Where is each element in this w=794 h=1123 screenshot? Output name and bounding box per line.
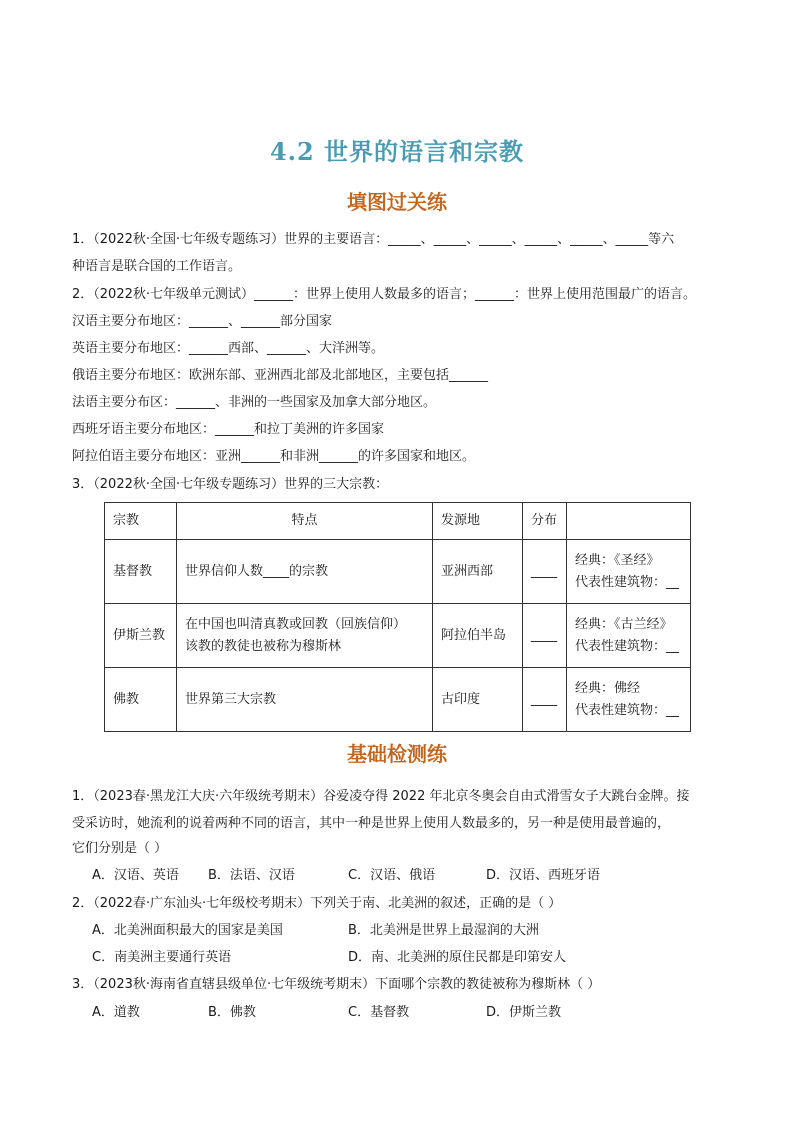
religion-distribution: ____ [523,604,567,668]
q3-line1: 3．（2022秋·全国·七年级专题练习）世界的三大宗教： [72,477,389,492]
table-row [105,540,691,604]
q2-line1: 2．（2022秋·七年级单元测试）______：世界上使用人数最多的语言；______：世界上使用范围最广的语言。 [72,287,696,302]
header-extra [567,503,691,540]
q2-french-line: 法语主要分布区：______、非洲的一些国家及加拿大部分地区。 [72,395,437,410]
q2-arabic-line: 阿拉伯语主要分布地区：亚洲______和非洲______的许多国家和地区。 [72,449,476,464]
b1-option-d[interactable]: D．汉语、西班牙语 [486,868,601,883]
religion-origin: 阿拉伯半岛 [433,604,523,668]
b1-line3: 它们分别是（ ） [72,841,168,856]
b3-option-d[interactable]: D．伊斯兰教 [486,1005,562,1020]
classic-text: 经典：《圣经》 [575,552,660,568]
b2-option-c[interactable]: C．南美洲主要通行英语 [92,950,232,965]
religion-distribution: ____ [523,540,567,604]
religion-origin: 亚洲西部 [433,540,523,604]
b2-option-a[interactable]: A．北美洲面积最大的国家是美国 [92,923,283,938]
religion-name: 伊斯兰教 [105,604,177,668]
religion-feature [177,540,433,604]
b1-line1: 1．（2023春·黑龙江大庆·六年级统考期末）谷爱凌夺得 2022 年北京冬奥会自由式滑雪女子大跳台金牌。接 [72,789,690,804]
religion-classic-building [567,604,691,668]
b3-option-c[interactable]: C．基督教 [348,1005,410,1020]
religion-name: 佛教 [105,668,177,732]
header-origin: 发源地 [433,503,523,540]
section-heading-basic-test: 基础检测练 [347,742,447,766]
religion-classic-building [567,540,691,604]
feature-line: 世界第三大宗教 [185,691,277,707]
table-header-row [105,503,691,540]
b1-option-c[interactable]: C．汉语、俄语 [348,868,436,883]
feature-line: 在中国也叫清真教或回教（回族信仰） [185,616,407,632]
q2-chinese-line: 汉语主要分布地区：______、______部分国家 [72,314,333,329]
table-row [105,668,691,732]
q1-line2: 种语言是联合国的工作语言。 [72,259,242,274]
religion-origin: 古印度 [433,668,523,732]
b1-option-a[interactable]: A．汉语、英语 [92,868,179,883]
religion-classic-building [567,668,691,732]
building-text: 代表性建筑物：__ [575,574,680,590]
building-text: 代表性建筑物：__ [575,638,680,654]
header-distribution: 分布 [523,503,567,540]
b1-option-b[interactable]: B．法语、汉语 [208,868,295,883]
b3-option-a[interactable]: A．道教 [92,1005,140,1020]
b2-option-b[interactable]: B．北美洲是世界上最湿润的大洲 [348,923,539,938]
b3-option-b[interactable]: B．佛教 [208,1005,256,1020]
religion-feature [177,604,433,668]
table-row [105,604,691,668]
b1-line2: 受采访时，她流利的说着两种不同的语言，其中一种是世界上使用人数最多的，另一种是使用最普遍的， [72,816,671,831]
classic-text: 经典：佛经 [575,680,641,696]
religion-name: 基督教 [105,540,177,604]
religion-table [104,502,691,732]
q2-english-line: 英语主要分布地区：______西部、______、大洋洲等。 [72,341,385,356]
b3-line1: 3．（2023秋·海南省直辖县级单位·七年级统考期末）下面哪个宗教的教徒被称为穆斯林（ ） [72,977,601,992]
feature-line: 该教的教徒也被称为穆斯林 [185,638,342,654]
page-title: 4.2 世界的语言和宗教 [269,137,525,166]
b2-line1: 2．（2022春·广东汕头·七年级校考期末）下列关于南、北美洲的叙述，正确的是（ ） [72,896,562,911]
q2-spanish-line: 西班牙语主要分布地区：______和拉丁美洲的许多国家 [72,422,385,437]
q2-russian-line: 俄语主要分布地区：欧洲东部、亚洲西北部及北部地区，主要包括______ [72,368,489,383]
b2-option-d[interactable]: D．南、北美洲的原住民都是印第安人 [348,950,567,965]
classic-text: 经典：《古兰经》 [575,616,673,632]
header-religion: 宗教 [105,503,177,540]
religion-feature [177,668,433,732]
building-text: 代表性建筑物：__ [575,702,680,718]
religion-distribution: ____ [523,668,567,732]
section-heading-fill-map: 填图过关练 [347,190,447,214]
feature-line: 世界信仰人数____的宗教 [185,563,329,579]
header-feature: 特点 [177,503,433,540]
q1-line1: 1．（2022秋·全国·七年级专题练习）世界的主要语言：_____、_____、_____、_____、_____、_____等六 [72,232,675,247]
